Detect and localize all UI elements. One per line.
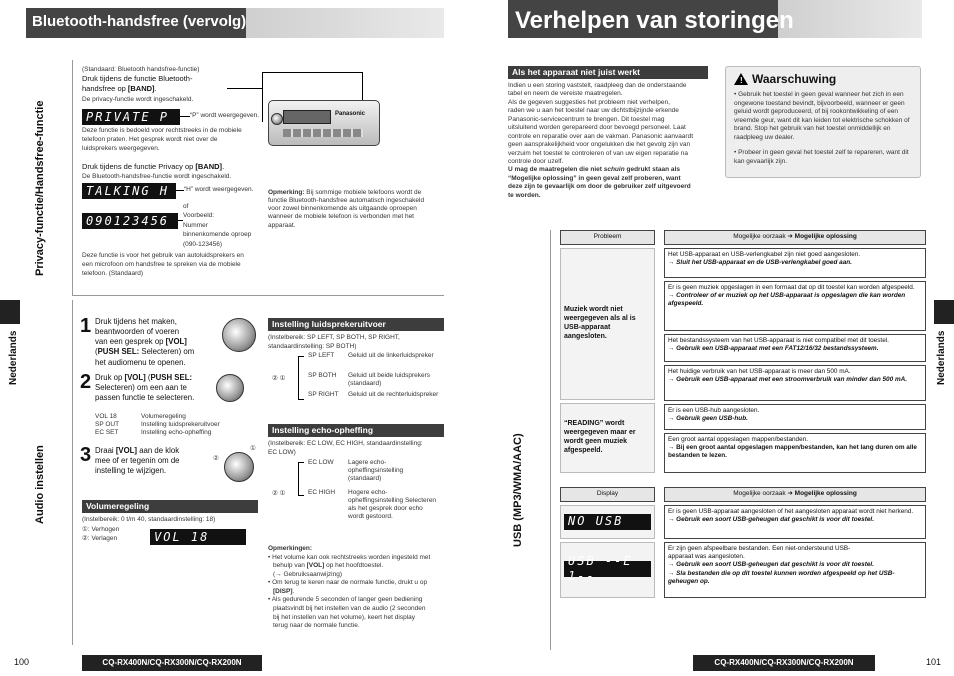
push-sel-2: PUSH SEL: <box>150 373 193 382</box>
cause-text: Een groot aantal opgeslagen mappen/bestanden. <box>668 436 808 443</box>
step-3c: mee of er tegenin om de <box>95 456 180 466</box>
solution-text: Gebruik een soort USB-geheugen dat geschikt is voor dit toestel. <box>676 561 874 569</box>
right-page-title: Verhelpen van storingen <box>515 7 794 34</box>
solution-text: Gebruik een USB-apparaat met een FAT12/16/32 bestandssysteem. <box>676 345 879 353</box>
step-2b: ( <box>145 373 151 382</box>
table1-row-0 <box>664 248 926 278</box>
als-bold-1: U mag de maatregelen die niet <box>508 166 604 174</box>
cause-text: Er is geen muziek opgeslagen in een formaat dat op dit toestel kan worden afgespeeld. <box>668 284 915 291</box>
privacy-line4: De Bluetooth-handsfree-functie wordt ingeschakeld. <box>82 173 232 180</box>
opmerking-text5: apparaat. <box>268 221 296 229</box>
radio-buttons <box>283 129 363 137</box>
h-shown: “H” wordt weergegeven. <box>184 186 254 193</box>
luidspreker-row-1 <box>308 372 448 388</box>
sp-bracket <box>298 356 304 400</box>
step-1a: Druk tijdens het maken, <box>95 317 177 326</box>
privacy-line3-wrap <box>82 162 224 171</box>
volumeregeling-down: ②: Verlagen <box>82 535 118 542</box>
sp-desc: Geluid uit de rechterluidspreker <box>348 391 439 398</box>
step-3a: Draai <box>95 446 116 455</box>
cause-text: Er is een USB-hub aangesloten. <box>668 407 760 414</box>
privacy-desc1a: Deze functie is bedoeld voor rechtstreeks in de mobiele <box>82 127 242 134</box>
nummer: Nummer <box>183 222 208 229</box>
right-side-tab-label: Nederlands <box>936 330 947 385</box>
als-bold-5: te worden. <box>508 191 541 199</box>
step-1c: van een gesprek op <box>95 337 166 347</box>
voorbeeld: Voorbeeld: <box>183 212 215 219</box>
als-bold-4: deze zijn te gevaarlijk om door de gebruiker zelf uitgevoerd <box>508 183 691 191</box>
table2-cause-label: Mogelijke oorzaak <box>733 490 788 497</box>
step-1d-wrap <box>95 347 220 357</box>
step-1e: Selecteren) om <box>139 347 195 357</box>
als-bold-line-1 <box>508 166 718 174</box>
privacy-line1b-wrap <box>82 84 157 93</box>
opm-b3b: plaatsvindt bij het instellen van de audio (2 seconden <box>273 605 426 613</box>
opmerking-text1: Bij sommige mobiele telefoons wordt de <box>304 189 422 196</box>
step-1c-wrap <box>95 337 220 347</box>
left-model-bar: CQ-RX400N/CQ-RX300N/CQ-RX200N <box>82 655 262 671</box>
solution-line: → Gebruik een USB-apparaat met een stroomverbruik van minder dan 500 mA. <box>668 376 908 384</box>
opmerkingen-block <box>268 545 448 631</box>
lcd-vol: VOL 18 <box>150 529 246 545</box>
vol-knob-3 <box>224 452 254 482</box>
als-line-9: controle door uzelf. <box>508 157 564 165</box>
step-1f: het audiomenu te openen. <box>95 357 186 367</box>
table1-col1-header: Probleem <box>560 230 655 245</box>
warning-title: Waarschuwing <box>752 72 837 86</box>
opm-vol: [VOL] <box>306 562 325 570</box>
step-1b: beantwoorden of voeren <box>95 327 180 337</box>
right-model-bar: CQ-RX400N/CQ-RX300N/CQ-RX200N <box>693 655 875 671</box>
problem-2-cell: “READING” wordt weergegeven maar er wordt geen muziek afgespeeld. <box>560 403 655 473</box>
solution-line: → Controleer of er muziek op het USB-apparaat is opgeslagen die kan worden afgespeeld. <box>668 292 906 308</box>
schuin: schuin <box>603 166 625 174</box>
als-line-4: Panasonic-servicecentrum te brengen. Dit toestel mag <box>508 115 665 123</box>
step-2c: Selecteren) om een aan te <box>95 383 187 393</box>
opm-b1c: op het hoofdtoestel. <box>324 562 384 570</box>
knob-mark-2: ② <box>213 455 219 462</box>
function-row-1 <box>95 421 255 429</box>
vertical-divider-right <box>550 230 551 650</box>
opm-b3a: • Als gedurende 5 seconden of langer geen bediening <box>268 596 423 604</box>
sp-desc: Geluid uit de linkerluidspreker <box>348 352 434 359</box>
solution-line: → Gebruik geen USB-hub. <box>668 415 748 423</box>
solution-line: → Gebruik een soort USB-geheugen dat geschikt is voor dit toestel. <box>668 561 874 569</box>
volumeregeling-header: Volumeregeling <box>82 500 258 513</box>
table1-col2-header <box>664 230 926 245</box>
echo-row-0 <box>308 459 448 483</box>
opmerking-label: Opmerking: <box>268 189 305 196</box>
step-1-number: 1 <box>80 315 92 337</box>
table1-row-4 <box>664 404 926 430</box>
cause-text: Het huidige verbruik van het USB-apparaat is meer dan 500 mA. <box>668 368 851 375</box>
echo-setting2: EC LOW) <box>268 449 296 456</box>
function-desc: Volumeregeling <box>141 413 186 420</box>
solution-text: Gebruik een USB-apparaat met een stroomverbruik van minder dan 500 mA. <box>676 376 908 384</box>
solution-line: → Bij een groot aantal opgeslagen mappen/bestanden, kan het lang duren om alle bestanden te lezen. <box>668 444 917 460</box>
vertical-divider-1 <box>72 60 73 295</box>
als-line-7: geen aansprakelijkheid voor ongelukken die het gevolg zijn van <box>508 141 691 149</box>
table1-row-1 <box>664 281 926 331</box>
opmerking-text3: voor zowel binnenkomende als uitgaande oproepen <box>268 205 417 213</box>
ec-desc: Hogere echo-opheffingsinstelling Selecteren als het gesprek door echo wordt gestoord. <box>348 489 437 521</box>
vol-key-2: [VOL] <box>124 373 146 382</box>
luidspreker-setting2: standaardinstelling: SP BOTH) <box>268 343 357 350</box>
step-3d: instelling te wijzigen. <box>95 466 167 476</box>
solution-text: Controleer of er muziek op het USB-apparaat is opgeslagen die kan worden afgespeeld. <box>668 292 906 308</box>
band-key-2: [BAND] <box>195 162 223 171</box>
warning-icon-mark: ! <box>740 76 743 85</box>
left-page-number: 100 <box>14 657 30 667</box>
vertical-divider-2 <box>72 300 73 645</box>
table2-row-1 <box>664 542 926 598</box>
luidspreker-row-2 <box>308 391 448 399</box>
als-line-0: Indien u een storing vaststelt, raadpleeg dan de onderstaande <box>508 82 687 89</box>
solution-line: → Gebruik een USB-apparaat met een FAT12/16/32 bestandssysteem. <box>668 345 879 353</box>
function-code: SP OUT <box>95 421 120 429</box>
sp-knob-labels: ② ① <box>272 375 286 382</box>
opm-b3c: bij het instellen van het volume), keert het display <box>273 613 415 621</box>
function-code: EC SET <box>95 429 119 437</box>
cause-text: Het bestandssysteem van het USB-apparaat is niet compatibel met dit toestel. <box>668 337 889 344</box>
solution-text: Sluit het USB-apparaat en de USB-verlengkabel goed aan. <box>676 259 852 267</box>
side-label-usb: USB (MP3/WMA/AAC) <box>512 433 524 547</box>
step-1-text <box>95 317 220 368</box>
opm-b1b-wrap <box>268 562 448 571</box>
warning-box <box>725 66 921 178</box>
function-desc: Instelling luidsprekeruitvoer <box>141 421 220 429</box>
callout-line-h <box>262 72 362 73</box>
problem-1-cell: Muziek wordt niet weergegeven als al is USB-apparaat aangesloten. <box>560 248 655 400</box>
cause-text: Er zijn geen afspeelbare bestanden. Een niet-ondersteund USB-apparaat was aangesloten. <box>668 545 851 561</box>
solution-text: Gebruik geen USB-hub. <box>676 415 748 423</box>
knob-mark-1: ① <box>250 445 256 452</box>
step-1d: ( <box>95 347 98 357</box>
lcd-usb-error: USB --E 1-- <box>564 561 651 577</box>
binnenkomende: binnenkomende oproep <box>183 231 252 238</box>
volumeregeling-setting: (Instelbereik: 0 t/m 40, standaardinstelling: 18) <box>82 516 216 523</box>
table1-row-3 <box>664 365 926 401</box>
als-line-1: tabel en neem de vereiste maatregelen. <box>508 90 623 98</box>
example-number: (090-123456) <box>183 241 223 248</box>
cause-text: Er is geen USB-apparaat aangesloten of het aangesloten apparaat wordt niet herkend. <box>668 508 914 515</box>
function-list <box>95 413 255 437</box>
display-2-cell <box>560 542 655 598</box>
opm-b1d: (→ Gebruiksaanwijzing) <box>273 570 342 578</box>
opm-disp: [DISP] <box>273 587 293 595</box>
als-bold-2: gedrukt staan als <box>624 166 680 174</box>
callout-line-v <box>262 72 263 122</box>
luidspreker-header: Instelling luidsprekeruitvoer <box>268 318 444 331</box>
opm-b1a: • Het volume kan ook rechtstreeks worden ingesteld met <box>268 553 431 561</box>
radio-brand: Panasonic <box>335 111 366 117</box>
left-page-title: Bluetooth-handsfree (vervolg) <box>32 13 247 30</box>
privacy-std-note: (Standaard: Bluetooth handsfree-functie) <box>82 66 200 73</box>
privacy-desc2c: telefoon. (Standaard) <box>82 270 144 277</box>
step-2a-wrap <box>95 373 220 383</box>
luidspreker-row-0 <box>308 352 448 360</box>
lcd-no-usb: NO USB <box>564 514 651 530</box>
opmerking-line1 <box>268 189 444 197</box>
echo-row-1 <box>308 489 448 522</box>
callout-line-band <box>227 88 263 89</box>
left-side-tab-label: Nederlands <box>8 330 19 385</box>
side-label-audio: Audio instellen <box>34 445 46 525</box>
sp-code: SP BOTH <box>308 372 337 379</box>
privacy-desc2b: een microfoon om handsfree te spreken via de mobiele <box>82 261 241 268</box>
table2-arrow: ➜ <box>787 490 793 497</box>
table1-cause-label: Mogelijke oorzaak <box>733 233 788 240</box>
function-code: VOL 18 <box>95 413 117 420</box>
lcd-private-tail <box>180 116 190 117</box>
push-sel: PUSH SEL: <box>97 347 140 357</box>
vol-key: [VOL] <box>165 337 187 347</box>
vol-knob-1 <box>222 318 256 352</box>
table2-solution-label: Mogelijke oplossing <box>794 490 857 497</box>
step-2-number: 2 <box>80 371 92 393</box>
warning-b2: • Probeer in geen geval het toestel zelf te repareren, want dit kan gevaarlijk zijn. <box>734 149 909 165</box>
band-key: [BAND] <box>127 84 155 93</box>
ec-code: EC HIGH <box>308 489 336 496</box>
table1-arrow: ➜ <box>787 233 793 240</box>
privacy-line1a: Druk tijdens de functie Bluetooth- <box>82 74 193 83</box>
lcd-private: PRIVATE P <box>82 109 180 125</box>
radio-display <box>283 110 331 124</box>
table2-col2-header <box>664 487 926 502</box>
step-3b: aan de klok <box>137 446 180 455</box>
opm-b2b-wrap <box>268 588 448 597</box>
luidspreker-setting1: (Instelbereik: SP LEFT, SP BOTH, SP RIGHT, <box>268 334 400 341</box>
table2-row-0 <box>664 505 926 539</box>
function-desc: Instelling echo-opheffing <box>141 429 212 437</box>
lcd-talking: TALKING H <box>82 183 176 199</box>
als-bold-3: “Mogelijke oplossing” in geen geval zelf proberen, want <box>508 174 681 182</box>
vol-key-3: [VOL] <box>115 446 138 455</box>
ec-bracket <box>298 462 304 496</box>
step-3-text <box>95 446 220 476</box>
lcd-number: 090123456 <box>82 213 178 229</box>
echo-setting1: (Instelbereik: EC LOW, EC HIGH, standaardinstelling: <box>268 440 423 447</box>
volumeregeling-up: ①: Verhogen <box>82 526 120 533</box>
right-page-number: 101 <box>926 657 942 667</box>
side-label-privacy: Privacy-functie/Handsfree-functie <box>34 100 46 276</box>
als-header: Als het apparaat niet juist werkt <box>508 66 708 79</box>
radio-illustration <box>268 100 380 146</box>
left-side-tab <box>0 300 20 324</box>
lcd-talking-tail <box>176 190 184 191</box>
privacy-desc2a: Deze functie is voor het gebruik van autoluidsprekers en <box>82 252 244 259</box>
table2-col1-header: Display <box>560 487 655 502</box>
solution-line: → Sluit het USB-apparaat en de USB-verlengkabel goed aan. <box>668 259 852 267</box>
als-line-6: controle en reparatie over aan de vakman. Panasonic aanvaardt <box>508 132 694 140</box>
horizontal-divider <box>72 295 444 296</box>
ec-code: EC LOW <box>308 459 334 466</box>
opm-b2a: • Om terug te keren naar de normale functie, drukt u op <box>268 579 428 587</box>
cause-text: Het USB-apparaat en USB-verlengkabel zijn niet goed aangesloten. <box>668 251 861 258</box>
solution-text: Bij een groot aantal opgeslagen mappen/bestanden, kan het lang duren om alle bestanden te lezen. <box>668 444 917 460</box>
dot: . <box>154 84 157 93</box>
left-title-fade <box>246 8 444 38</box>
sp-desc: Geluid uit beide luidsprekers (standaard) <box>348 372 431 388</box>
als-line-3: raden we u aan het toestel naar uw dichtstbijzijnde erkende <box>508 107 679 115</box>
ec-desc: Lagere echo-opheffingsinstelling (standaard) <box>348 459 404 483</box>
step-2-text <box>95 373 220 403</box>
solution-text: Gebruik een soort USB-geheugen dat geschikt is voor dit toestel. <box>676 516 874 524</box>
dot-2: . <box>222 162 225 171</box>
right-title-fade <box>778 0 922 38</box>
opmerking-text4: wanneer de mobiele telefoon is verbonden met het <box>268 213 414 221</box>
sp-code: SP LEFT <box>308 352 335 359</box>
table1-row-5 <box>664 433 926 473</box>
warning-b1: • Gebruik het toestel in geen geval wanneer het zich in een ongewone toestand bevindt, bijvoorbeeld, wanneer er geen geluid wordt geproduceerd, of bij rookontwikkeling of een vreemde geur, want dit kan leiden tot elektrische schokken of brand. Stop het gebruik van het toestel onmiddellijk en raadpleeg uw dealer. <box>734 91 910 141</box>
als-paragraph <box>508 82 718 200</box>
vol-knob-2 <box>216 374 244 402</box>
table1-row-2 <box>664 334 926 362</box>
als-line-8: verzuim het toestel te controleren of van uw eigen reparatie na <box>508 149 688 157</box>
step-2d: passen functie te selecteren. <box>95 393 195 403</box>
opm-b1b: behulp van <box>273 562 307 570</box>
als-line-5: uitsluitend worden gerepareerd door bevoegd personeel. Laat <box>508 124 686 132</box>
echo-header: Instelling echo-opheffing <box>268 424 444 437</box>
privacy-desc1c: luidsprekers weergegeven. <box>82 145 160 152</box>
als-line-2: Als de gegeven suggesties het probleem niet verhelpen, <box>508 98 670 106</box>
of-label: of <box>183 203 189 210</box>
opmerking-block <box>268 189 444 230</box>
solution-line: → Gebruik een soort USB-geheugen dat geschikt is voor dit toestel. <box>668 516 874 524</box>
privacy-line2: De privacy-functie wordt ingeschakeld. <box>82 96 194 103</box>
display-1-cell <box>560 505 655 539</box>
solution-line-2: → Sla bestanden die op dit toestel kunnen worden afgespeeld op het USB-geheugen op. <box>668 569 895 585</box>
step-2a: Druk op <box>95 373 125 382</box>
opmerkingen-label: Opmerkingen: <box>268 545 313 552</box>
step-3a-wrap <box>95 446 220 456</box>
privacy-line1b: handsfree op <box>82 84 128 93</box>
ec-knob-labels: ② ① <box>272 490 286 497</box>
sp-code: SP RIGHT <box>308 391 339 398</box>
table1-solution-label: Mogelijke oplossing <box>794 233 857 240</box>
right-side-tab <box>934 300 954 324</box>
function-row-0 <box>95 413 255 421</box>
lcd-number-tail <box>178 220 183 221</box>
solution-text-2: Sla bestanden die op dit toestel kunnen worden afgespeeld op het USB-geheugen op. <box>668 569 895 585</box>
callout-line-v2 <box>362 72 363 100</box>
opm-b3d: terug naar de normale functie. <box>273 622 360 630</box>
function-row-2 <box>95 429 255 437</box>
opmerking-text2: functie Bluetooth-handsfree automatisch ingeschakeld <box>268 197 425 205</box>
p-shown: “P” wordt weergegeven. <box>190 112 260 119</box>
step-3-number: 3 <box>80 444 92 466</box>
privacy-desc1b: telefoon praten. Het gesprek wordt niet over de <box>82 136 218 143</box>
privacy-line3: Druk tijdens de functie Privacy op <box>82 162 196 171</box>
radio-volume-knob <box>271 113 283 125</box>
opm-dot: . <box>292 587 295 595</box>
